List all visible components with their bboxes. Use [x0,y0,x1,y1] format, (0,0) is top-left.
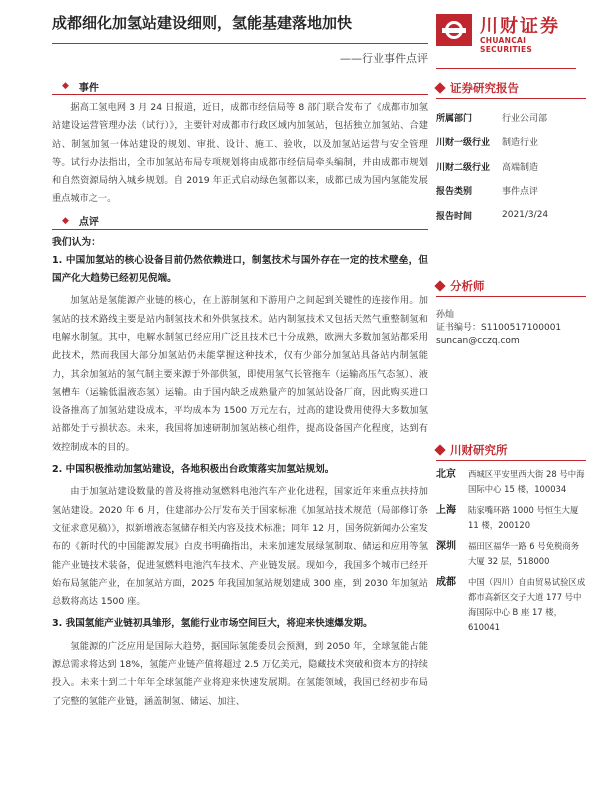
event-section-heading: ◆ 事件 [62,81,99,94]
main-content [52,78,428,711]
office-item: 上海 陆家嘴环路 1000 号恒生大厦 11 楼，200120 [436,504,579,530]
company-logo [436,12,576,52]
office-item: 北京 西城区平安里西大街 28 号中海国际中心 15 楼，100034 [436,468,585,494]
sidebar-divider [436,460,586,461]
info-row: 所属部门 行业公司部 [436,113,548,124]
analyst-email[interactable]: suncan@cczq.com [436,335,520,346]
comment-intro: 我们认为： [52,236,101,248]
point-2-title: 2. 中国积极推动加氢站建设，各地积极出台政策落实加氢站规划。 [52,464,335,476]
logo-text-en: CHUANCAI SECURITIES [480,36,533,54]
diamond-icon [434,82,445,93]
sidebar [436,78,586,641]
report-title: 成都细化加氢站建设细则，氢能基建落地加快 [52,14,353,32]
header-divider [52,43,428,44]
diamond-icon: ◆ [62,215,69,226]
sidebar-divider [436,296,586,297]
logo-text-cn: 川财证券 [480,16,560,37]
diamond-icon: ◆ [62,81,69,91]
research-heading: 川财研究所 [436,440,586,460]
logo-mark-icon [436,14,472,46]
analyst-name: 孙灿 [436,309,455,320]
comment-section-heading: ◆ 点评 [62,215,99,229]
point-1-title: 1. 中国加氢站的核心设备目前仍然依赖进口，制氢技术与国外存在一定的技术壁垒，但国产化大趋势已经初见倪端。 [52,254,428,285]
office-item: 成都 中国（四川）自由贸易试验区成都市高新区交子大道 177 号中海国际中心 B 座 17 楼，610041 [436,576,586,632]
info-row: 报告时间 2021/3/24 [436,210,549,222]
sidebar-divider [436,98,586,99]
diamond-icon [434,444,445,455]
section-divider [52,229,428,230]
analyst-cert: 证书编号：S1100517100001 [436,322,562,333]
report-subtitle: ——行业事件点评 [340,52,428,65]
point-1-body: 加氢站是氢能源产业链的核心，在上游制氢和下游用户之间起到关键性的连接作用。加氢站的技术路线主要是站内制氢技术和外供氢技术。站内制氢技术又包括天然气重整制氢和电解水制氢。其中，电解水制氢已经应用广泛且技术已十分成熟，欧洲大多数加氢站都采用此技术，然而我国大部分加氢站仍未能掌握这种技术，仅有少部分加氢站具备站内制氢能力，其余加氢站的氢气制主要来源于外部供氢，即使用氢气长管拖车（运输高压气态氢）、液氢槽车（运输低温液态氢）运输。由于国内缺乏成熟量产的加氢站设备厂商，因此购买进口设备推高了加氢站建设成本，平均成本为 1500 万元左右，过高的建设费用使得大多数加氢站都处于亏损状态。未来，我国将加速研制加氢站核心组件，提高设备国产化程度，达到有效控制成本的目的。 [52,295,428,453]
header-divider-right [436,68,576,69]
event-paragraph: 据高工氢电网 3 月 24 日报道，近日，成都市经信局等 8 部门联合发布了《成都市加氢站建设运营管理办法（试行）》，主要针对成都市行政区域内加氢站，包括独立加氢站、合建站、制氢加氢一体站建设的规划、审批、设计、施工、验收，以及加氢站运营与安全管理等。试行办法指出，全市加氢站布局专项规划将由成都市经信局牵头编制，并由成都市规划和自然资源局纳入城乡规划。自 2019 年正式启动绿色氢都以来，成都已成为国内氢能发展重点城市之一。 [52,102,428,205]
office-item: 深圳 福田区福华一路 6 号免税商务大厦 32 层，518000 [436,540,580,566]
info-row: 川财二级行业 高端制造 [436,162,539,173]
diamond-icon [434,280,445,291]
analyst-heading: 分析师 [436,276,586,296]
section-divider [52,94,428,95]
point-3-title: 3. 我国氢能产业链初具雏形，氢能行业市场空间巨大，将迎来快速爆发期。 [52,618,373,630]
info-row: 报告类别 事件点评 [436,187,539,198]
point-2-body: 由于加氢站建设数量的普及将推动氢燃料电池汽车产业化进程，国家近年来重点扶持加氢站建设。2020 年 6 月，住建部办公厅发布关于国家标准《加氢站技术规范（局部修订条文征求意见稿）》，拟新增液态氢储存相关内容及技术标准；同年 12 月，国务院新闻办公室发布的《新时代的中国能源发展》白皮书明确指出，未来加速发展绿氢制取、储运和应用等氢能产业链技术装备，促进氢燃料电池汽车技术、产业链发展。现如今，我国多个城市已经开始布局氢能产业，在加氢站方面，2025 年我国加氢站规划建成 300 座，到 2030 年加氢站总数将高达 1500 座。 [52,486,428,608]
point-3-body: 氢能源的广泛应用是国际大趋势，据国际氢能委员会预测，到 2050 年，全球氢能占能源总需求将达到 18%，氢能产业链产值将超过 2.5 万亿美元，隐藏技术突破和资本方的持续投入。未来十到二十年年全球氢能产业将迎来快速发展期。在氢能领域，我国已经初步布局了完整的氢能产业链，涵盖制氢、储运、加注、 [52,640,428,707]
report-info-heading: 证券研究报告 [436,78,586,98]
info-row: 川财一级行业 制造行业 [436,138,539,149]
